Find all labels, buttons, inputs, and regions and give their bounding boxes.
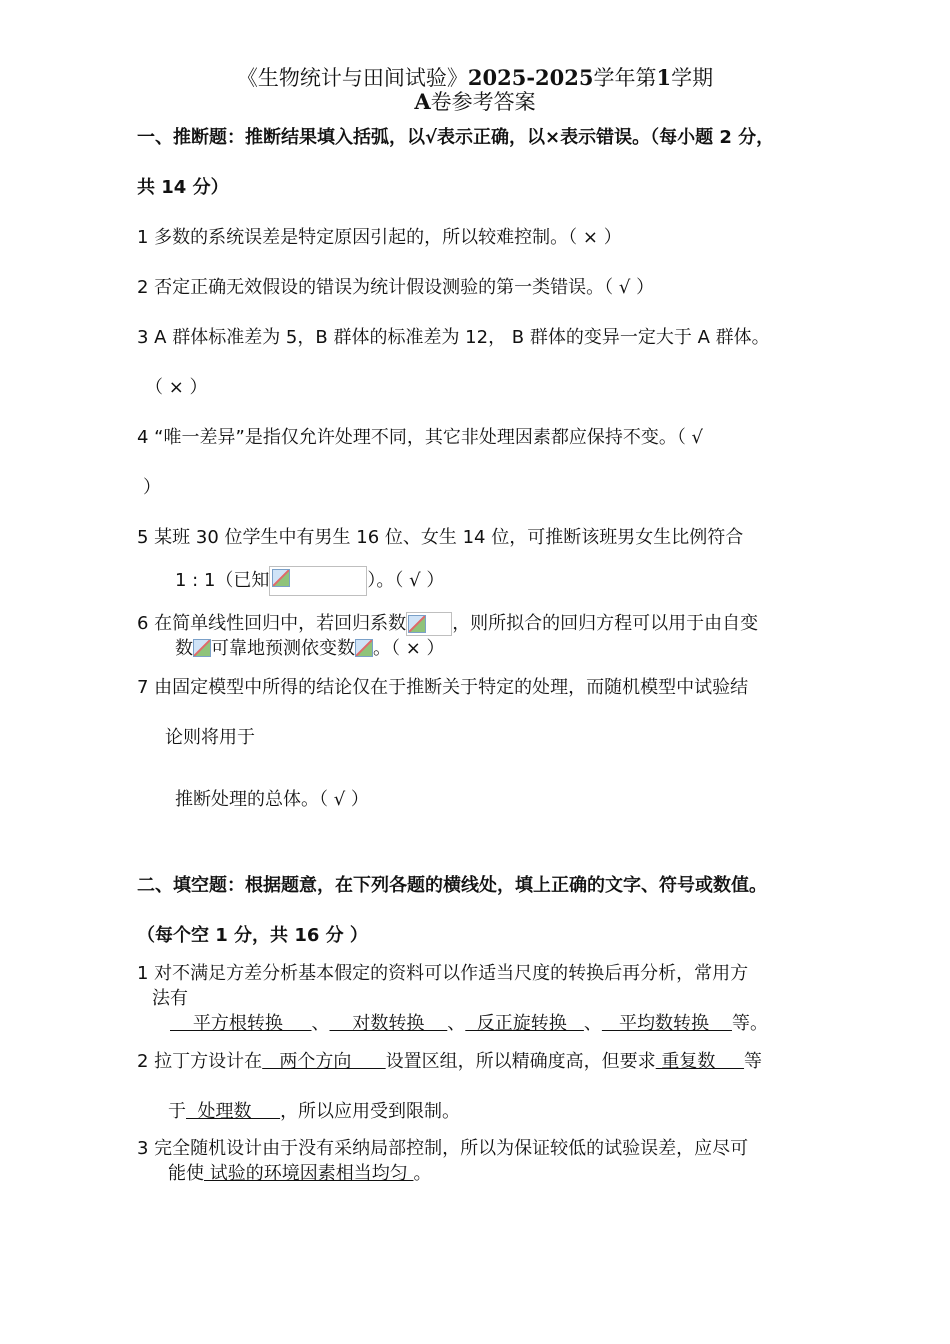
answer-blank: 两个方向 [262, 1051, 386, 1072]
answer-blank: 重复数 [655, 1051, 745, 1072]
question-4: 4 “唯一差异”是指仅允许处理不同，其它非处理因素都应保持不变。（ √ [137, 427, 704, 448]
question-3-answer: （ × ） [145, 377, 208, 398]
answer-blank: 平均数转换 [601, 1013, 732, 1034]
fill-question-3: 3 完全随机设计由于没有采纳局部控制，所以为保证较低的试验误差，应尽可 [137, 1138, 749, 1159]
question-5-cont [175, 566, 444, 596]
question-7-cont2: 推断处理的总体。（ √ ） [175, 789, 369, 810]
broken-image-icon [355, 639, 373, 657]
fill-question-1-answers: 平方根转换 、 对数转换 、 反正旋转换 、 平均数转换 等。 [170, 1013, 768, 1034]
fill-question-1-cont: 法有 [152, 988, 188, 1009]
question-6: 6 在简单线性回归中，若回归系数 ，则所拟合的回归方程可以用于由自变 [137, 613, 759, 634]
fill-question-1: 1 对不满足方差分析基本假定的资料可以作适当尺度的转换后再分析，常用方 [137, 963, 749, 984]
broken-image-icon [408, 615, 426, 633]
section1-heading-cont: 共 14 分） [137, 177, 229, 198]
question-1: 1 多数的系统误差是特定原因引起的，所以较难控制。（ × ） [137, 227, 622, 248]
fill-question-2: 2 拉丁方设计在 两个方向 设置区组，所以精确度高，但要求 重复数 等 [137, 1051, 763, 1072]
question-7: 7 由固定模型中所得的结论仅在于推断关于特定的处理，而随机模型中试验结 [137, 677, 749, 698]
question-7-cont: 论则将用于 [165, 727, 255, 748]
question-4-cont: ） [143, 477, 161, 498]
fill-question-2-cont: 于 处理数 ，所以应用受到限制。 [168, 1101, 461, 1122]
section2-heading-cont: （每个空 1 分，共 16 分 ） [137, 925, 368, 946]
section1-heading: 一、推断题：推断结果填入括弧，以√表示正确，以×表示错误。（每小题 2 分， [137, 127, 775, 148]
question-5-text-b: ）。（ √ ） [367, 570, 445, 591]
question-5: 5 某班 30 位学生中有男生 16 位、女生 14 位，可推断该班男女生比例符合 [137, 527, 744, 548]
doc-title-line1: 《生物统计与田间试验》2025-2025学年第1学期 [236, 65, 714, 90]
broken-image-icon [193, 639, 211, 657]
fill-question-3-cont: 能使 试验的环境因素相当均匀 。 [168, 1163, 432, 1184]
broken-image-icon [272, 569, 290, 587]
answer-blank: 反正旋转换 [465, 1013, 584, 1034]
doc-title-line2: A卷参考答案 [414, 89, 536, 114]
answer-blank: 试验的环境因素相当均匀 [204, 1163, 414, 1184]
question-5-text-a: 1 : 1（已知 [175, 570, 270, 591]
question-6-cont: 数 可靠地预测依变数 。（ × ） [175, 638, 445, 659]
section2-heading: 二、填空题：根据题意，在下列各题的横线处，填上正确的文字、符号或数值。 [137, 875, 767, 896]
question-3: 3 A 群体标准差为 5，B 群体的标准差为 12， B 群体的变异一定大于 A 群体。 [137, 327, 770, 348]
answer-blank: 平方根转换 [170, 1013, 312, 1034]
formula-image-box [269, 566, 367, 596]
question-2: 2 否定正确无效假设的错误为统计假设测验的第一类错误。（ √ ） [137, 277, 655, 298]
answer-blank: 处理数 [186, 1101, 281, 1122]
formula-image-box [406, 612, 452, 636]
answer-blank: 对数转换 [329, 1013, 448, 1034]
